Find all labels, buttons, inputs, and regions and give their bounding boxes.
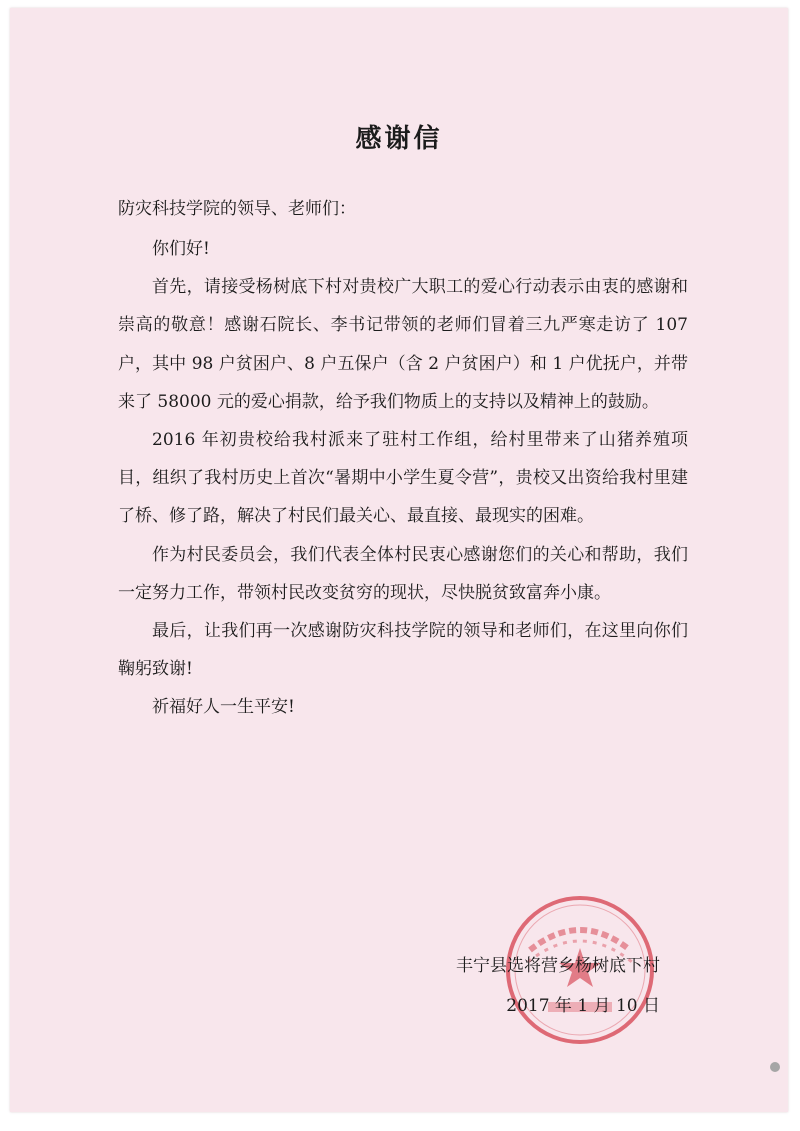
letter-title: 感谢信 [355, 124, 443, 154]
paragraph: 首先，请接受杨树底下村对贵校广大职工的爱心行动表示由衷的感谢和崇高的敬意！感谢石院长、李书记带领的老师们冒着三九严寒走访了 107 户，其中 98 户贫困户、8 户五保户（含 2 户贫困户）和 1 户优抚户，并带来了 58000 元的爱心捐款，给予我们物质上的支持以及精神上的鼓励。 [118, 277, 688, 412]
paragraph: 祈福好人一生平安! [152, 697, 295, 718]
scan-dot [770, 1062, 780, 1072]
signer: 丰宁县选将营乡杨树底下村 [456, 956, 660, 976]
salutation: 防灾科技学院的领导、老师们： [118, 199, 356, 219]
paragraph: 2016 年初贵校给我村派来了驻村工作组，给村里带来了山猪养殖项目，组织了我村历史上首次“暑期中小学生夏令营”，贵校又出资给我村里建了桥、修了路，解决了村民们最关心、最直接、最现实的困难。 [118, 430, 688, 527]
letter [10, 8, 788, 1112]
letter-sheet [10, 8, 788, 1112]
letter-date: 2017 年 1 月 10 日 [506, 996, 660, 1016]
letter-body [118, 230, 688, 727]
letter-closing [456, 946, 660, 1026]
paragraph: 作为村民委员会，我们代表全体村民衷心感谢您们的关心和帮助，我们一定努力工作，带领村民改变贫穷的现状，尽快脱贫致富奔小康。 [118, 544, 688, 603]
paragraph: 最后，让我们再一次感谢防灾科技学院的领导和老师们，在这里向你们鞠躬致谢! [118, 621, 688, 680]
greeting: 你们好! [152, 239, 210, 259]
